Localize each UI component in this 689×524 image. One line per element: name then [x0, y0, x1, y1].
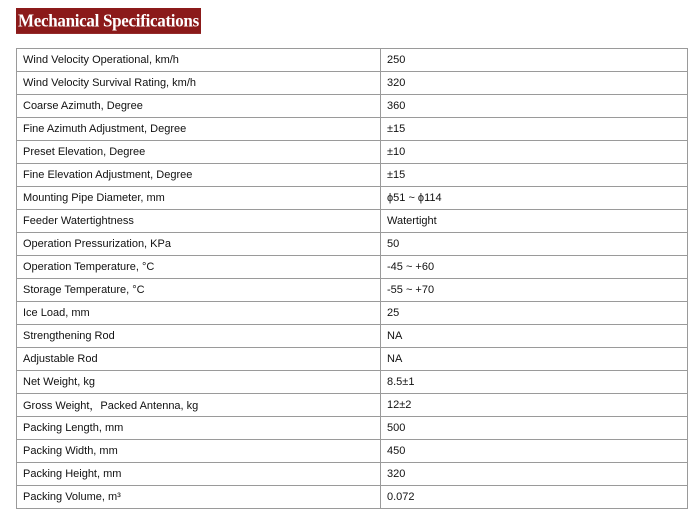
table-row — [17, 371, 688, 394]
value-cell: Watertight — [381, 210, 688, 233]
param-cell: Packing Width, mm — [17, 440, 381, 463]
value-cell: ϕ51 ~ ϕ114 — [381, 187, 688, 210]
value-cell: 320 — [381, 72, 688, 95]
table-row — [17, 325, 688, 348]
param-cell: Gross Weight，Packed Antenna, kg — [17, 394, 381, 417]
value-cell: NA — [381, 325, 688, 348]
table-row — [17, 141, 688, 164]
table-row — [17, 256, 688, 279]
value-cell: -45 ~ +60 — [381, 256, 688, 279]
table-row — [17, 118, 688, 141]
value-cell: 8.5±1 — [381, 371, 688, 394]
value-cell: 250 — [381, 49, 688, 72]
param-cell: Packing Length, mm — [17, 417, 381, 440]
table-row — [17, 348, 688, 371]
table-row — [17, 72, 688, 95]
table-row — [17, 486, 688, 509]
value-cell: ±10 — [381, 141, 688, 164]
table-row — [17, 417, 688, 440]
section-title: Mechanical Specifications — [16, 8, 201, 34]
table-row — [17, 279, 688, 302]
value-cell: ±15 — [381, 164, 688, 187]
param-cell: Ice Load, mm — [17, 302, 381, 325]
value-cell: 25 — [381, 302, 688, 325]
value-cell: ±15 — [381, 118, 688, 141]
value-cell: 50 — [381, 233, 688, 256]
param-cell: Feeder Watertightness — [17, 210, 381, 233]
param-cell: Wind Velocity Survival Rating, km/h — [17, 72, 381, 95]
table-row — [17, 210, 688, 233]
value-cell: 500 — [381, 417, 688, 440]
table-row — [17, 463, 688, 486]
value-cell: NA — [381, 348, 688, 371]
value-cell: -55 ~ +70 — [381, 279, 688, 302]
table-row — [17, 164, 688, 187]
param-cell: Fine Elevation Adjustment, Degree — [17, 164, 381, 187]
param-cell: Wind Velocity Operational, km/h — [17, 49, 381, 72]
table-row — [17, 187, 688, 210]
param-cell: Operation Pressurization, KPa — [17, 233, 381, 256]
param-cell: Coarse Azimuth, Degree — [17, 95, 381, 118]
param-cell: Preset Elevation, Degree — [17, 141, 381, 164]
spec-table — [16, 48, 688, 509]
param-cell: Strengthening Rod — [17, 325, 381, 348]
table-row — [17, 302, 688, 325]
table-row — [17, 440, 688, 463]
value-cell: 0.072 — [381, 486, 688, 509]
param-cell: Packing Volume, m³ — [17, 486, 381, 509]
table-row — [17, 95, 688, 118]
param-cell: Fine Azimuth Adjustment, Degree — [17, 118, 381, 141]
value-cell: 320 — [381, 463, 688, 486]
param-cell: Storage Temperature, °C — [17, 279, 381, 302]
value-cell: 12±2 — [381, 394, 688, 417]
table-row — [17, 49, 688, 72]
param-cell: Mounting Pipe Diameter, mm — [17, 187, 381, 210]
param-cell: Net Weight, kg — [17, 371, 381, 394]
param-cell: Operation Temperature, °C — [17, 256, 381, 279]
value-cell: 360 — [381, 95, 688, 118]
param-cell: Adjustable Rod — [17, 348, 381, 371]
table-row — [17, 394, 688, 417]
param-cell: Packing Height, mm — [17, 463, 381, 486]
table-row — [17, 233, 688, 256]
value-cell: 450 — [381, 440, 688, 463]
